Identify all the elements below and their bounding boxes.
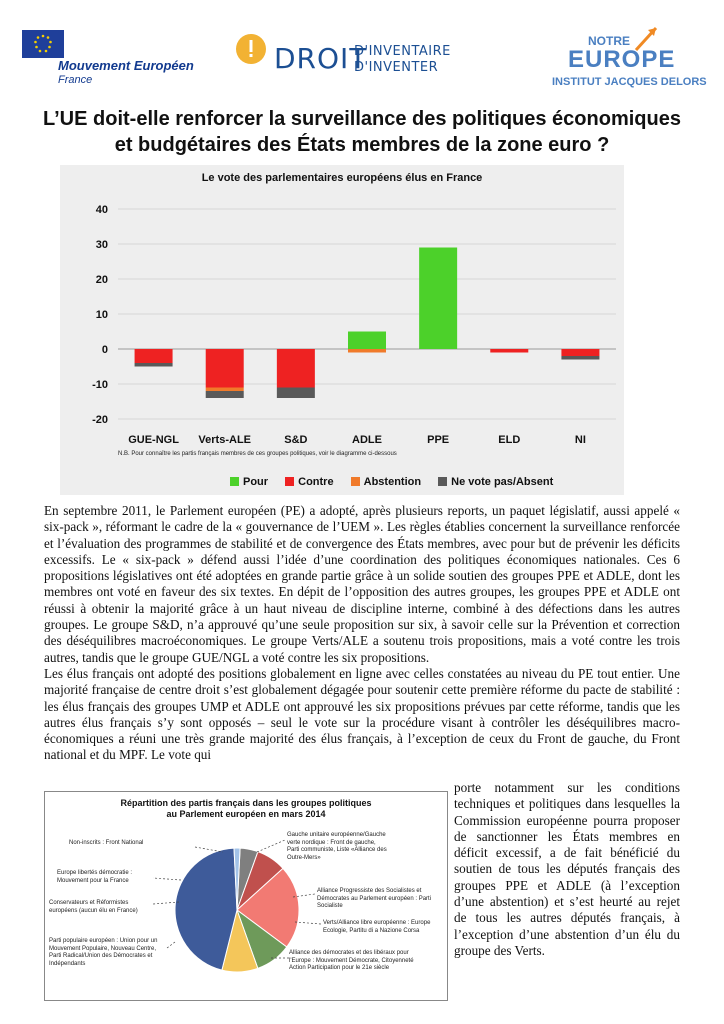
x-tick-label: PPE [427, 434, 450, 446]
pie-label-sd: Alliance Progressiste des Socialistes et Démocrates au Parlement européen : Parti Socialiste [317, 888, 432, 909]
x-tick-label: Verts-ALE [198, 434, 252, 446]
legend-label: Pour [243, 476, 269, 488]
y-tick-label: -10 [92, 379, 108, 391]
bar-ne-vote-pas-absent [135, 363, 173, 367]
pie-chart-panel [44, 791, 448, 1001]
article-side-text [454, 780, 680, 959]
logo-top-text: NOTRE [588, 34, 630, 48]
pie-label-ecr: Conservateurs et Réformistes européens (aucun élu en France) [49, 900, 138, 914]
y-tick-label: 20 [95, 274, 108, 286]
pie-label-ppe: Parti populaire européen : Union pour un Mouvement Populaire, Nouveau Centre, Parti Radical/Union des Démocrates et Indépendants [49, 938, 158, 967]
pie-label-ni: Non-inscrits : Front National [69, 840, 144, 846]
pie-title-line1: Répartition des partis français dans les groupes politiques [120, 798, 372, 808]
chart-note: N.B. Pour connaître les partis français membres de ces groupes politiques, voir le diagramme ci-dessous [118, 451, 397, 457]
notre-europe-logo [536, 24, 716, 100]
bar-contre [206, 349, 244, 388]
y-tick-label: 0 [101, 344, 108, 356]
x-tick-label: GUE-NGL [128, 434, 179, 446]
legend-swatch [438, 477, 447, 486]
legend-item-absent [438, 476, 553, 488]
bar-abstention [206, 388, 244, 392]
paragraph-3: porte notamment sur les conditions techniques et politiques dans lesquelles la Commission européenne pourra proposer de sanctionner les États membres en déficit excessif, a de fait bénéficié du soutien de tous les députés français des groupes PPE et ADLE (à l’exception d’une abstention) et s’est heurté au rejet de tous les autres députés français, à l’exception d’une abstention d’un élu du groupe des Verts. [454, 780, 680, 958]
logo-title: Mouvement Européen [58, 58, 194, 73]
legend-item-abstention [351, 476, 421, 488]
legend-label: Contre [298, 476, 334, 488]
mouvement-europeen-logo [14, 24, 204, 88]
legend-item-contre [285, 476, 333, 488]
pie-title-line2: au Parlement européen en mars 2014 [166, 809, 326, 819]
eu-flag-icon [22, 30, 64, 58]
legend-swatch [285, 477, 294, 486]
leader-line [153, 878, 181, 880]
y-tick-label: -20 [92, 414, 108, 426]
logo-main-text: EUROPE [568, 46, 676, 73]
chart-legend [230, 476, 567, 488]
leader-line [195, 847, 223, 852]
pie-label-verts: Verts/Alliance libre européenne : Europe Ecologie, Partitu di a Nazione Corsa [323, 920, 431, 934]
legend-swatch [351, 477, 360, 486]
logo-line2: D'INVENTER [354, 60, 439, 75]
page-title: L’UE doit-elle renforcer la surveillance des politiques économiques et budgétaires des États membres de la zone euro ? [43, 108, 681, 156]
paragraph-2: Les élus français ont adopté des positions globalement en ligne avec celles constatées au niveau du PE tout entier. Une majorité française de centre droit s’est globalement dégagée pour soutenir cette première réforme du pacte de stabilité : les élus français des groupes UMP et ADLE ont approuvé les six propositions prévues par cette réforme, tandis que les autres élus français s’y sont opposés – seul le vote sur la procédure visant à contrôler les déséquilibres macro-économiques a réuni une très grande majorité des élus français, à l’exception de ceux du Front de gauche, du Front national et du MPF. Le vote qui [44, 665, 680, 763]
leader-line [167, 942, 175, 948]
leader-line [257, 840, 285, 852]
exclamation-circle-icon [236, 34, 266, 64]
bar-chart-panel [60, 165, 624, 495]
x-tick-label: ELD [498, 434, 521, 446]
article-body [44, 503, 680, 764]
bar-pour [348, 332, 386, 350]
logo-main-text: DROIT [274, 42, 368, 75]
bar-contre [490, 349, 528, 353]
paragraph-1: En septembre 2011, le Parlement européen (PE) a adopté, après plusieurs reports, un paquet législatif, aussi appelé « six-pack », réformant le cadre de la « gouvernance de l’UEM ». Les règles établies concernent la surveillance renforcée et l’évaluation des programmes de stabilité et de convergence des États membres, avec pour but de prévenir les déficits excessifs. Le « six-pack » défend aussi l’idée d’une coordination des politiques économiques nationales. Ces 6 propositions législatives ont été adoptées en grande partie grâce à un solide soutien des groupes PPE et ADLE, dont les membres ont voté en faveur des six textes. En dépit de l’opposition des autres groupes, les groupes PPE et ADLE ont réussi à obtenir la majorité grâce à un haut niveau de discipline interne, combiné à des défections dans les autres groupes. Le groupe S&D, n’a approuvé qu’une seule proposition sur six, à savoir celle sur la Prévention et correction des déséquilibres macroéconomiques. Le groupe Verts/ALE a soutenu trois propositions, mais a voté contre les trois autres, tandis que le groupe GUE/NGL a voté contre les six propositions. [44, 503, 680, 665]
y-tick-label: 40 [95, 204, 108, 216]
bar-contre [561, 349, 599, 356]
pie-label-adle: Alliance des démocrates et des libéraux pour l'Europe : Mouvement Démocrate, Citoyenneté Action Participation pour le 21e siècle [289, 950, 414, 971]
legend-swatch [230, 477, 239, 486]
x-tick-label: NI [574, 434, 586, 446]
legend-label: Ne vote pas/Absent [451, 476, 554, 488]
leader-line [295, 922, 321, 924]
pie-label-eld: Europe libertés démocratie : Mouvement pour la France [57, 870, 133, 884]
bar-contre [135, 349, 173, 363]
bar-pour [419, 248, 457, 350]
bar-ne-vote-pas-absent [277, 388, 315, 399]
pie-label-gue: Gauche unitaire européenne/Gauche verte nordique : Front de gauche, Parti communiste, Liste «Alliance des Outre-Mers» [287, 832, 387, 861]
legend-item-pour [230, 476, 268, 488]
bar-ne-vote-pas-absent [561, 356, 599, 360]
logo-line1: D'INVENTAIRE [354, 44, 451, 59]
x-tick-label: S&D [284, 434, 308, 446]
droit-inventaire-logo [236, 30, 486, 90]
chart-title: Le vote des parlementaires européens élus en France [201, 172, 483, 184]
legend-label: Abstention [363, 476, 422, 488]
y-tick-label: 10 [95, 309, 108, 321]
logo-bottom-text: INSTITUT JACQUES DELORS [552, 76, 707, 88]
bar-ne-vote-pas-absent [206, 391, 244, 398]
logo-subtitle: France [58, 74, 93, 86]
bar-contre [277, 349, 315, 388]
bar-chart [60, 165, 624, 455]
y-tick-label: 30 [95, 239, 108, 251]
x-tick-label: ADLE [352, 434, 382, 446]
bar-abstention [348, 349, 386, 353]
